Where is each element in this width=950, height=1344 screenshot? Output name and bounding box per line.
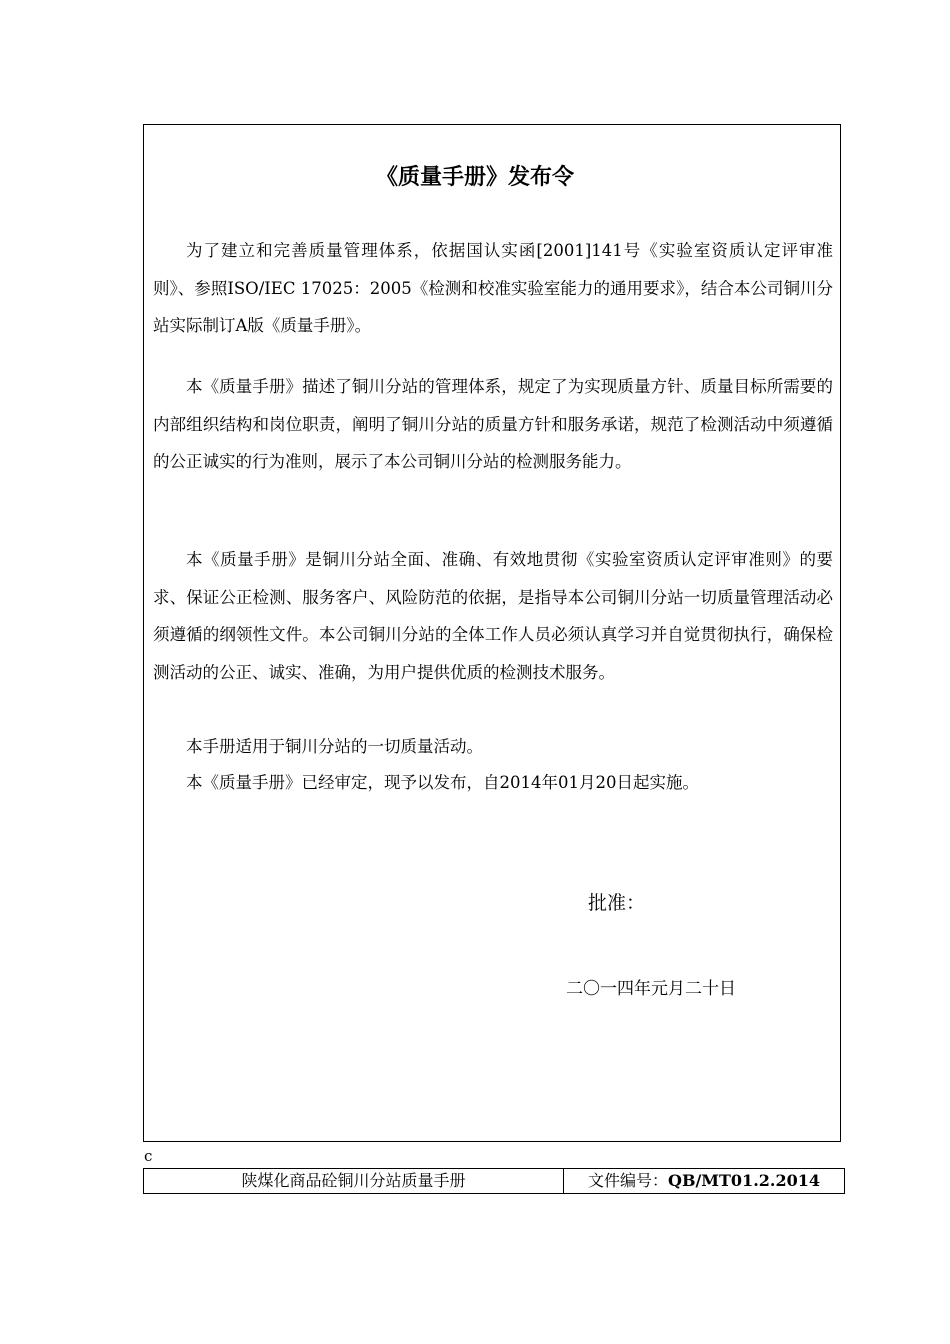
paragraph-3: 本《质量手册》是铜川分站全面、准确、有效地贯彻《实验室资质认定评审准则》的要求、保证公正检测、服务客户、风险防范的依据，是指导本公司铜川分站一切质量管理活动必须遵循的纲领性文件。本公司铜川分站的全体工作人员必须认真学习并自觉贯彻执行，确保检测活动的公正、诚实、准确，为用户提供优质的检测技术服务。 (153, 550, 833, 682)
document-number-cell (564, 1169, 845, 1194)
paragraph-5: 本《质量手册》已经审定，现予以发布，自2014年01月20日起实施。 (186, 773, 699, 792)
manual-name: 陕煤化商品砼铜川分站质量手册 (144, 1169, 564, 1194)
stray-mark: c (144, 1147, 153, 1165)
footer-table (143, 1168, 845, 1194)
paragraph-4: 本手册适用于铜川分站的一切质量活动。 (186, 737, 483, 756)
approval-label: 批准： (588, 892, 646, 914)
footer-row (144, 1169, 845, 1194)
document-number-label: 文件编号： (587, 1171, 668, 1190)
document-number: QB/MT01.2.2014 (668, 1171, 820, 1190)
document-title: 《质量手册》发布令 (375, 164, 574, 190)
paragraph-2: 本《质量手册》描述了铜川分站的管理体系，规定了为实现质量方针、质量目标所需要的内部组织结构和岗位职责，阐明了铜川分站的质量方针和服务承诺，规范了检测活动中须遵循的公正诚实的行为准则，展示了本公司铜川分站的检测服务能力。 (153, 377, 833, 471)
issue-date: 二〇一四年元月二十日 (566, 979, 736, 999)
paragraph-1: 为了建立和完善质量管理体系，依据国认实函[2001]141号《实验室资质认定评审准则》、参照ISO/IEC 17025：2005《检测和校准实验室能力的通用要求》，结合本公司铜川分站实际制订A版《质量手册》。 (153, 241, 833, 335)
